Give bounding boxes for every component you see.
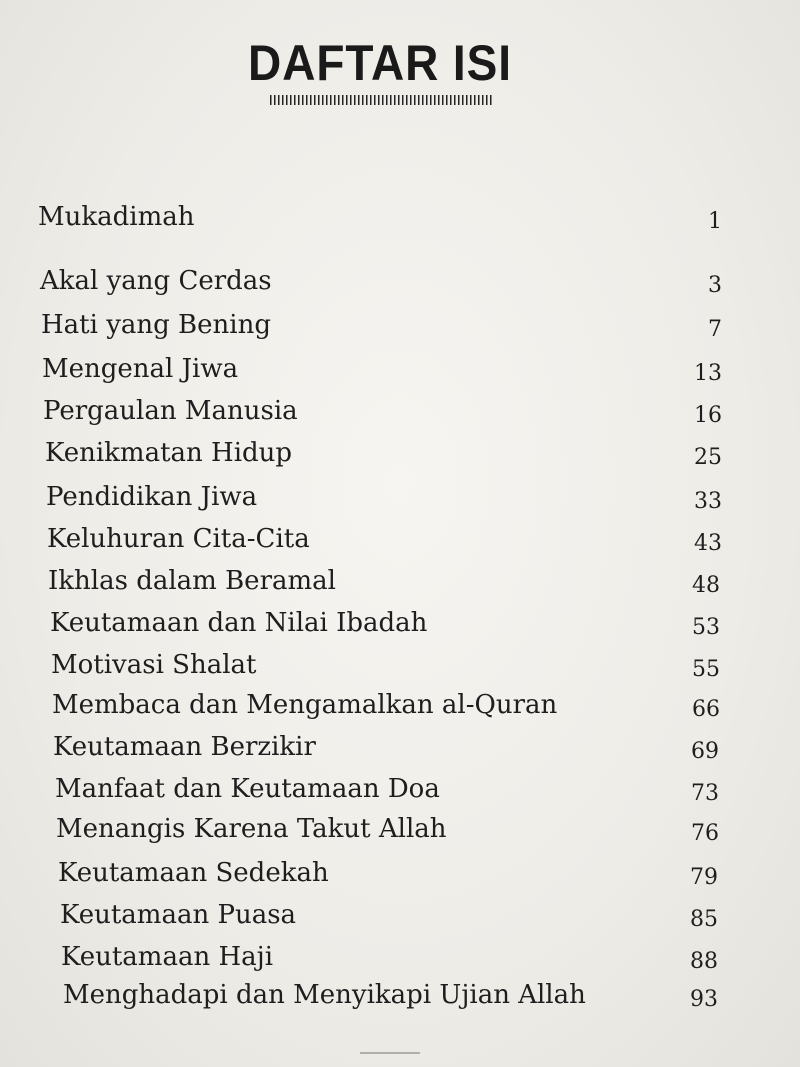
toc-entry-page-number: 53	[692, 615, 720, 640]
toc-entry-title: Pendidikan Jiwa	[46, 482, 258, 512]
toc-entry	[56, 810, 719, 850]
toc-entry-title: Menghadapi dan Menyikapi Ujian Allah	[63, 980, 586, 1010]
toc-entry-title: Keutamaan dan Nilai Ibadah	[50, 608, 428, 638]
toc-entry-title: Akal yang Cerdas	[40, 266, 272, 296]
toc-entry	[63, 976, 718, 1016]
toc-entry-title: Kenikmatan Hidup	[45, 438, 293, 468]
toc-entry-page-number: 7	[708, 317, 722, 342]
toc-entry	[40, 262, 722, 302]
toc-entry-page-number: 76	[691, 821, 719, 846]
toc-entry-page-number: 93	[690, 987, 718, 1012]
toc-entry-title: Membaca dan Mengamalkan al-Quran	[52, 690, 558, 720]
toc-entry-page-number: 69	[691, 739, 719, 764]
toc-entry-title: Keluhuran Cita-Cita	[47, 524, 310, 554]
toc-entry-title: Manfaat dan Keutamaan Doa	[55, 774, 440, 804]
toc-entry-page-number: 43	[694, 531, 722, 556]
toc-entry	[52, 686, 720, 726]
toc-entry-title: Mukadimah	[38, 202, 195, 232]
toc-entry-title: Hati yang Bening	[41, 310, 271, 340]
toc-entry	[48, 562, 720, 602]
toc-entry-page-number: 48	[692, 573, 720, 598]
toc-entry	[42, 350, 722, 390]
toc-entry-page-number: 79	[690, 865, 718, 890]
toc-entry-title: Pergaulan Manusia	[43, 396, 298, 426]
toc-entry	[45, 434, 722, 474]
toc-entry-title: Menangis Karena Takut Allah	[56, 814, 447, 844]
toc-entry	[55, 770, 719, 810]
toc-entry-page-number: 88	[690, 949, 718, 974]
toc-entry	[43, 392, 722, 432]
toc-entry-page-number: 25	[694, 445, 722, 470]
toc-entry-page-number: 3	[708, 273, 722, 298]
toc-entry	[51, 646, 720, 686]
toc-entry-title: Motivasi Shalat	[51, 650, 257, 680]
toc-entry	[58, 854, 718, 894]
toc-entry-page-number: 16	[694, 403, 722, 428]
toc-entry-title: Mengenal Jiwa	[42, 354, 239, 384]
page-title: DAFTAR ISI	[248, 35, 512, 91]
toc-entry-page-number: 13	[694, 361, 722, 386]
toc-entry-title: Ikhlas dalam Beramal	[48, 566, 336, 596]
toc-entry-page-number: 1	[708, 209, 722, 234]
toc-entry-title: Keutamaan Berzikir	[53, 732, 316, 762]
toc-entry-title: Keutamaan Haji	[61, 942, 274, 972]
toc-entry-page-number: 33	[694, 489, 722, 514]
toc-entry	[60, 896, 718, 936]
toc-entry-page-number: 85	[690, 907, 718, 932]
toc-entry-title: Keutamaan Puasa	[60, 900, 297, 930]
page-bottom-mark	[360, 1052, 420, 1064]
toc-entry	[41, 306, 722, 346]
toc-entry-title: Keutamaan Sedekah	[58, 858, 329, 888]
toc-entry-page-number: 55	[692, 657, 720, 682]
toc-entry	[50, 604, 720, 644]
toc-entry-page-number: 73	[691, 781, 719, 806]
toc-entry	[61, 938, 718, 978]
toc-entry	[53, 728, 719, 768]
toc-entry	[46, 478, 722, 518]
toc-entry-page-number: 66	[692, 697, 720, 722]
toc-entry	[47, 520, 722, 560]
toc-entry	[38, 198, 722, 238]
